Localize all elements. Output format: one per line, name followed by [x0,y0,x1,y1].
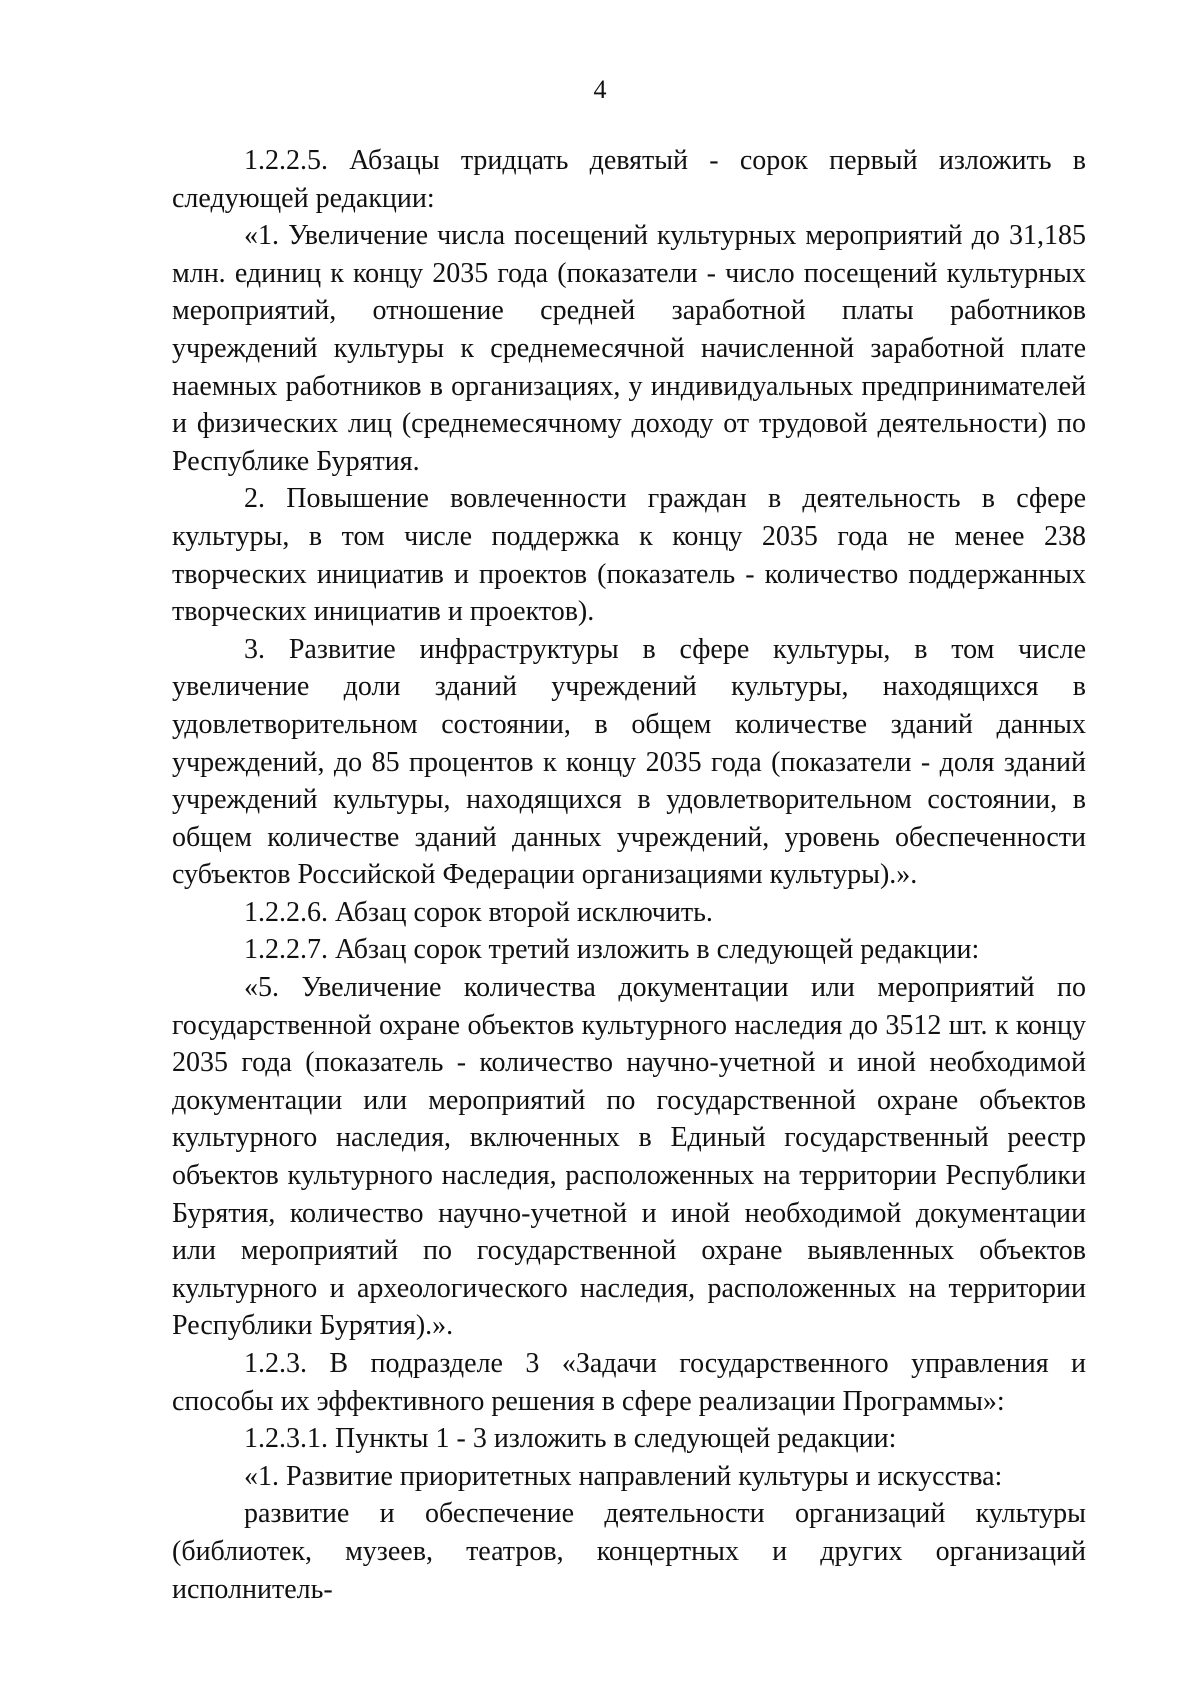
paragraph-item-1: «1. Увеличение числа посещений культурных мероприятий до 31,185 млн. единиц к концу 2035 года (показатели - число посещений культурных мероприятий, отношение средней заработной платы работников учреждений культуры к среднемесячной начисленной заработной плате наемных работников в организациях, у индивидуальных предпринимателей и физических лиц (среднемесячному доходу от трудовой деятельности) по Республике Бурятия. [172,220,1086,477]
paragraph-task-1-detail: развитие и обеспечение деятельности организаций культуры (библиотек, музеев, театров, концертных и других организаций исполнитель- [172,1498,1086,1605]
paragraph-1-2-2-6: 1.2.2.6. Абзац сорок второй исключить. [244,896,713,928]
page-number: 4 [593,75,607,104]
paragraph-item-3: 3. Развитие инфраструктуры в сфере культуры, в том числе увеличение доли зданий учреждений культуры, находящихся в удовлетворительном состоянии, в общем количестве зданий данных учреждений, до 85 процентов к концу 2035 года (показатели - доля зданий учреждений культуры, находящихся в удовлетворительном состоянии, в общем количестве зданий данных учреждений, уровень обеспеченности субъектов Российской Федерации организациями культуры).». [172,633,1086,891]
paragraph-1-2-3-1: 1.2.3.1. Пункты 1 - 3 изложить в следующей редакции: [244,1423,897,1455]
paragraph-1-2-2-7: 1.2.2.7. Абзац сорок третий изложить в следующей редакции: [244,934,980,966]
paragraph-item-2: 2. Повышение вовлеченности граждан в деятельность в сфере культуры, в том числе поддержка к концу 2035 года не менее 238 творческих инициатив и проектов (показатель - количество поддержанных творческих инициатив и проектов). [172,483,1086,628]
paragraph-task-1: «1. Развитие приоритетных направлений культуры и искусства: [244,1460,1003,1492]
document-body [172,142,1086,1608]
paragraph-1-2-3: 1.2.3. В подразделе 3 «Задачи государственного управления и способы их эффективного решения в сфере реализации Программы»: [172,1348,1086,1417]
paragraph-1-2-2-5: 1.2.2.5. Абзацы тридцать девятый - сорок первый изложить в следующей редакции: [172,145,1086,214]
paragraph-item-5: «5. Увеличение количества документации или мероприятий по государственной охране объектов культурного наследия до 3512 шт. к концу 2035 года (показатель - количество научно-учетной и иной необходимой документации или мероприятий по государственной охране объектов культурного наследия, включенных в Единый государственный реестр объектов культурного наследия, расположенных на территории Республики Бурятия, количество научно-учетной и иной необходимой документации или мероприятий по государственной охране выявленных объектов культурного и археологического наследия, расположенных на территории Республики Бурятия).». [172,972,1086,1342]
